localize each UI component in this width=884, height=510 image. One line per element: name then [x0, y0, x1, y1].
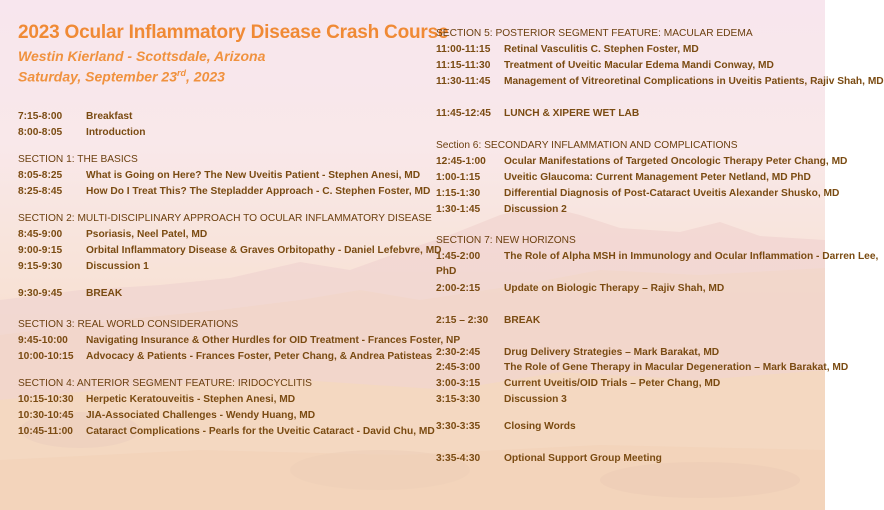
section-heading: SECTION 7: NEW HORIZONS: [436, 235, 576, 246]
event-date: Saturday, September 23rd, 2023: [18, 68, 225, 85]
section-heading: SECTION 4: ANTERIOR SEGMENT FEATURE: IRIDOCYCLITIS: [18, 378, 312, 389]
section-heading: SECTION 1: THE BASICS: [18, 154, 138, 165]
event-venue: Westin Kierland - Scottsdale, Arizona: [18, 48, 266, 64]
section-heading: SECTION 2: MULTI-DISCIPLINARY APPROACH TO OCULAR INFLAMMATORY DISEASE: [18, 213, 432, 224]
event-title: 2023 Ocular Inflammatory Disease Crash Course: [18, 22, 449, 43]
section-heading: SECTION 5: POSTERIOR SEGMENT FEATURE: MACULAR EDEMA: [436, 28, 753, 39]
section-heading: SECTION 3: REAL WORLD CONSIDERATIONS: [18, 319, 239, 330]
section-heading: Section 6: SECONDARY INFLAMMATION AND COMPLICATIONS: [436, 140, 738, 151]
schedule-page: 2023 Ocular Inflammatory Disease Crash Course Westin Kierland - Scottsdale, Arizona Saturday, September 23rd, 2023 7:15-8:00 Breakfast 8:00-8:05 Introduction SECTION 1: THE BASICS 8:05-8:25 What is Going on Here? The New Uveitis Patient - Stephen Anesi, MD 8:25-8:45 How Do I Treat This? The Stepladder Approach - C. Stephen Foster, MD SECTION 2: MULTI-DISCIPLINARY APPROACH TO OCULAR INFLAMMATORY DISEASE 8:45-9:00 Psoriasis, Neel Patel, MD 9:00-9:15 Orbital Inflammatory Disease & Graves Orbitopathy - Daniel Lefebvre, MD 9:15-9:30 Discussion 1 9:30-9:45 BREAK SECTION 3: REAL WORLD CONSIDERATIONS 9:45-10:00 Navigating Insurance & Other Hurdles for OID Treatment - Frances Foster, NP 10:00-10:15 Advocacy & Patients - Frances Foster, Peter Chang, & Andrea Patisteas SECTION 4: ANTERIOR SEGMENT FEATURE: IRIDOCYCLITIS 10:15-10:30 Herpetic Keratouveitis - Stephen Anesi, MD 10:30-10:45 JIA-Associated Challenges - Wendy Huang, MD 10:45-11:00 Cataract Complications - Pearls for the Uveitic Cataract - David Chu, MD SECTION 5: POSTERIOR SEGMENT FEATURE: MACULAR EDEMA 11:00-11:15 Retinal Vasculitis C. Stephen Foster, MD 11:15-11:30 Treatment of Uveitic Macular Edema Mandi Conway, MD 11:30-11:45 Management of Vitreoretinal Complications in Uveitis Patients, Rajiv Shah, MD 11:45-12:45 LUNCH & XIPERE WET LAB Section 6: SECONDARY INFLAMMATION AND COMPLICATIONS 12:45-1:00 Ocular Manifestations of Targeted Oncologic Therapy Peter Chang, MD 1:00-1:15 Uveitic Glaucoma: Current Management Peter Netland, MD PhD 1:15-1:30 Differential Diagnosis of Post-Cataract Uveitis Alexander Shusko, MD 1:30-1:45 Discussion 2 SECTION 7: NEW HORIZONS 1:45-2:00 The Role of Alpha MSH in Immunology and Ocular Inflammation - Darren Lee, PhD 2:00-2:15 Update on Biologic Therapy – Rajiv Shah, MD 2:15 – 2:30 BREAK 2:30-2:45 Drug Delivery Strategies – Mark Barakat, MD 2:45-3:00 The Role of Gene Therapy in Macular Degeneration – Mark Barakat, MD 3:00-3:15 Current Uveitis/OID Trials – Peter Chang, MD 3:15-3:30 Discussion 3 3:30-3:35 Closing Words 3:35-4:30 Optional Support Group Meeting: [18, 22, 884, 464]
